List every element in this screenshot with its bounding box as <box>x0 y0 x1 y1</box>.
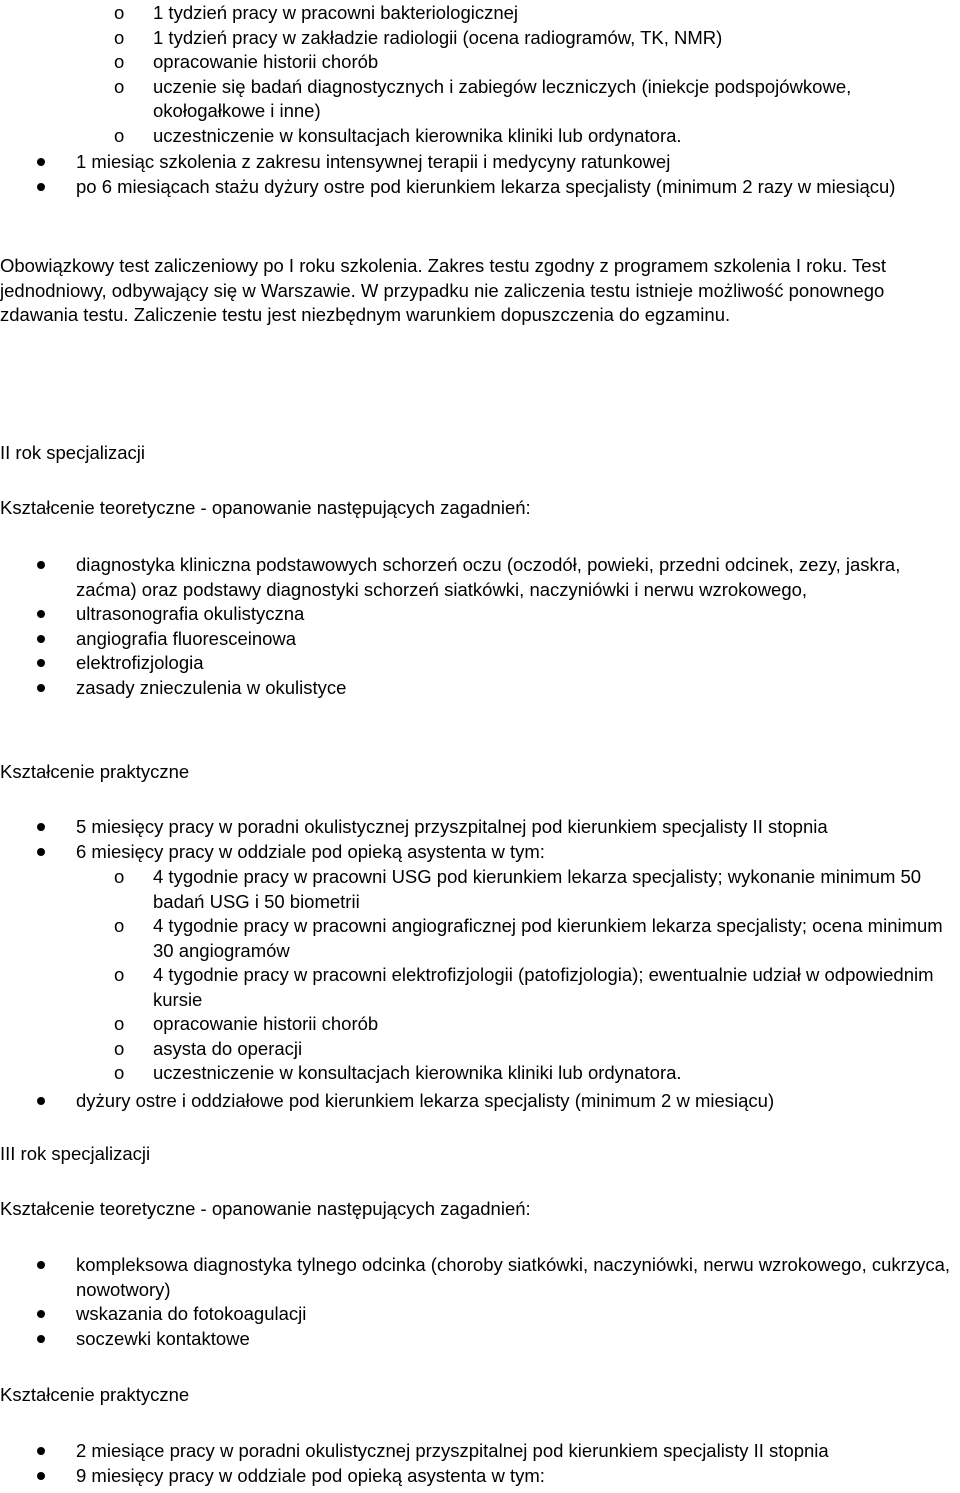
year3-theory-heading: Kształcenie teoretyczne - opanowanie następujących zagadnień: <box>0 1198 531 1219</box>
year3-theory-list <box>0 1253 960 1351</box>
year2-title: II rok specjalizacji <box>0 442 145 463</box>
list-item: 6 miesięcy pracy w oddziale pod opieką asystenta w tym: <box>0 840 960 865</box>
sublist-item: o opracowanie historii chorób <box>0 50 960 75</box>
bullet-icon <box>37 684 45 692</box>
sublist-item: o uczestniczenie w konsultacjach kierownika kliniki lub ordynatora. <box>0 124 960 149</box>
sublist-item: o opracowanie historii chorób <box>0 1012 960 1037</box>
sub-marker: o <box>114 1037 125 1059</box>
sublist-item: o 1 tydzień pracy w zakładzie radiologii (ocena radiogramów, TK, NMR) <box>0 26 960 51</box>
year2-practice-sublist <box>0 865 960 1086</box>
top-sublist <box>0 1 960 148</box>
list-item: po 6 miesiącach stażu dyżury ostre pod kierunkiem lekarza specjalisty (minimum 2 razy w miesiącu) <box>0 175 960 200</box>
sublist-item: o 4 tygodnie pracy w pracowni USG pod kierunkiem lekarza specjalisty; wykonanie minimum 50 badań USG i 50 biometrii <box>114 866 922 912</box>
year3-practice-heading: Kształcenie praktyczne <box>0 1384 190 1405</box>
sublist-item: o 4 tygodnie pracy w pracowni elektrofizjologii (patofizjologia); ewentualnie udział w odpowiednim kursie <box>114 964 934 1010</box>
bullet-icon <box>37 1310 45 1318</box>
year3-title: III rok specjalizacji <box>0 1143 151 1164</box>
sub-marker: o <box>114 124 125 146</box>
list-item: zasady znieczulenia w okulistyce <box>0 676 960 701</box>
list-item: angiografia fluoresceinowa <box>0 627 960 652</box>
sub-marker: o <box>114 1062 125 1083</box>
top-bullets <box>0 150 960 199</box>
list-item: diagnostyka kliniczna podstawowych schorzeń oczu (oczodół, powieki, przedni odcinek, zezy, jaskra, zaćma) oraz podstawy diagnostyki schorzeń siatkówki, naczyniówki i nerwu wzrokowego, <box>0 553 960 602</box>
list-item: 9 miesięcy pracy w oddziale pod opieką asystenta w tym: <box>0 1464 960 1489</box>
year2-practice-heading: Kształcenie praktyczne <box>0 761 190 782</box>
bullet-icon <box>37 1447 45 1455</box>
year2-theory-heading: Kształcenie teoretyczne - opanowanie następujących zagadnień: <box>0 497 531 518</box>
list-item: kompleksowa diagnostyka tylnego odcinka (choroby siatkówki, naczyniówki, nerwu wzrokowego, cukrzyca, nowotwory) <box>0 1253 960 1302</box>
sub-marker: o <box>114 26 125 48</box>
list-item: 5 miesięcy pracy w poradni okulistycznej przyszpitalnej pod kierunkiem specjalisty II stopnia <box>0 815 960 840</box>
sub-marker: o <box>114 866 125 887</box>
list-item: elektrofizjologia <box>0 651 960 676</box>
sub-marker: o <box>114 915 125 936</box>
sublist-item: o uczenie się badań diagnostycznych i zabiegów leczniczych (iniekcje podspojówkowe, okołogałkowe i inne) <box>114 75 852 121</box>
sub-marker: o <box>114 75 125 97</box>
bullet-icon <box>37 1335 45 1343</box>
sublist-item: o uczestniczenie w konsultacjach kierownika kliniki lub ordynatora. <box>0 1061 960 1086</box>
bullet-icon <box>37 183 45 191</box>
list-item: wskazania do fotokoagulacji <box>0 1302 960 1327</box>
sublist-item: o 1 tydzień pracy w pracowni bakteriologicznej <box>0 1 960 26</box>
bullet-icon <box>37 1097 45 1105</box>
list-item: dyżury ostre i oddziałowe pod kierunkiem lekarza specjalisty (minimum 2 w miesiącu) <box>0 1089 960 1114</box>
sub-marker: o <box>114 2 125 23</box>
sub-marker: o <box>114 51 125 72</box>
bullet-icon <box>37 848 45 856</box>
sub-marker: o <box>114 1013 125 1034</box>
sublist-item: o 4 tygodnie pracy w pracowni angiograficznej pod kierunkiem lekarza specjalisty; ocena minimum 30 angiogramów <box>114 915 943 961</box>
test-paragraph: Obowiązkowy test zaliczeniowy po I roku szkolenia. Zakres testu zgodny z programem szkolenia I roku. Test jednodniowy, odbywający się w Warszawie. W przypadku nie zaliczenia testu istnieje możliwość ponownego zdawania testu. Zaliczenie testu jest niezbędnym warunkiem dopuszczenia do egzaminu. <box>0 255 886 325</box>
sublist-item: o asysta do operacji <box>0 1037 960 1062</box>
year2-practice-list-end <box>0 1089 960 1114</box>
list-item: soczewki kontaktowe <box>0 1327 960 1352</box>
bullet-icon <box>37 635 45 643</box>
year3-practice-list <box>0 1439 960 1488</box>
bullet-icon <box>37 158 45 166</box>
bullet-icon <box>37 1472 45 1480</box>
list-item: 1 miesiąc szkolenia z zakresu intensywnej terapii i medycyny ratunkowej <box>0 150 960 175</box>
bullet-icon <box>37 561 45 569</box>
bullet-icon <box>37 659 45 667</box>
bullet-icon <box>37 823 45 831</box>
list-item: ultrasonografia okulistyczna <box>0 602 960 627</box>
year2-practice-list <box>0 815 960 864</box>
bullet-icon <box>37 610 45 618</box>
list-item: 2 miesiące pracy w poradni okulistycznej przyszpitalnej pod kierunkiem specjalisty II stopnia <box>0 1439 960 1464</box>
year2-theory-list <box>0 553 960 700</box>
bullet-icon <box>37 1261 45 1269</box>
sub-marker: o <box>114 964 125 985</box>
